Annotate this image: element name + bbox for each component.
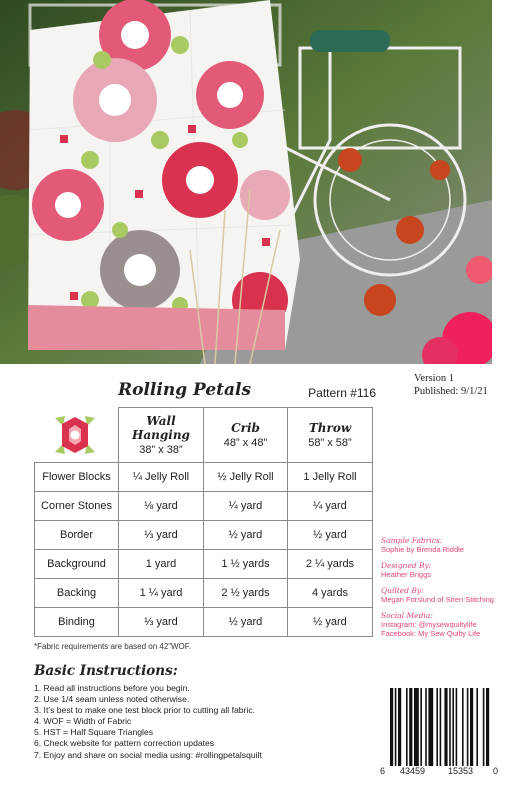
instructions-title: Basic Instructions:	[34, 663, 178, 679]
table-cell: ½ yard	[288, 608, 373, 637]
table-cell: 1 ¼ yard	[119, 579, 204, 608]
size-throw	[288, 408, 373, 463]
row-label: Corner Stones	[35, 492, 119, 521]
flower-icon-cell	[35, 408, 119, 463]
credit-label: Social Media:	[381, 611, 433, 620]
barcode-last-digit: 0	[493, 766, 499, 776]
table-cell: ⅓ yard	[119, 608, 204, 637]
barcode-left-group: 43459	[400, 766, 426, 776]
credit-label: Designed By:	[381, 561, 432, 570]
table-row	[35, 579, 373, 608]
quilt-photo	[0, 0, 492, 364]
table-cell: ½ yard	[288, 521, 373, 550]
barcode-bar	[467, 688, 469, 766]
barcode-bar	[483, 688, 485, 766]
sample-fabrics-block	[381, 536, 501, 554]
barcode-bar	[440, 688, 442, 766]
table-cell: 2 ½ yards	[204, 579, 288, 608]
list-item: 2. Use 1/4 seam unless noted otherwise.	[34, 694, 190, 705]
row-label: Background	[35, 550, 119, 579]
credit-value: Megan Forslund of Siren Stitching	[381, 595, 494, 604]
barcode-bar	[470, 688, 473, 766]
list-item: 5. HST = Half Square Triangles	[34, 727, 154, 738]
barcode-bar	[395, 688, 397, 766]
table-cell: ¼ Jelly Roll	[119, 463, 204, 492]
flower-icon	[49, 412, 101, 458]
credit-value: Heather Briggs	[381, 570, 432, 579]
barcode-bar	[452, 688, 454, 766]
row-label: Flower Blocks	[35, 463, 119, 492]
row-label: Binding	[35, 608, 119, 637]
table-cell: ½ yard	[204, 608, 288, 637]
barcode-bar	[462, 688, 464, 766]
upc-barcode	[388, 688, 492, 766]
right-margin	[492, 0, 517, 800]
barcode-bar	[486, 688, 489, 766]
list-item: 4. WOF = Width of Fabric	[34, 716, 132, 727]
barcode-bar	[456, 688, 458, 766]
size-crib	[204, 408, 288, 463]
table-row	[35, 608, 373, 637]
barcode-first-digit: 6	[380, 766, 386, 776]
published-line: Published: 9/1/21	[414, 386, 488, 397]
barcode-bar	[428, 688, 433, 766]
credit-label: Sample Fabrics:	[381, 536, 443, 545]
barcode-bar	[476, 688, 478, 766]
quilted-by-block	[381, 586, 501, 604]
barcode-bar	[398, 688, 401, 766]
table-cell: ½ Jelly Roll	[204, 463, 288, 492]
row-label: Backing	[35, 579, 119, 608]
credit-value: Sophie by Brenda Riddle	[381, 545, 464, 554]
barcode-bar	[414, 688, 419, 766]
list-item: 1. Read all instructions before you begin.	[34, 683, 190, 693]
barcode-bar	[409, 688, 412, 766]
table-row	[35, 550, 373, 579]
credit-value: Facebook: My Sew Quilty Life	[381, 629, 481, 638]
pattern-title: Rolling Petals	[118, 380, 252, 400]
row-label: Border	[35, 521, 119, 550]
list-item: 6. Check website for pattern correction updates	[34, 738, 215, 749]
size-dimensions: 38” x 38”	[139, 444, 183, 456]
list-item: 7. Enjoy and share on social media using: #rollingpetalsquilt	[34, 749, 262, 760]
list-item: 3. It’s best to make one test block prior to cutting all fabric.	[34, 705, 255, 716]
table-cell: 1 Jelly Roll	[288, 463, 373, 492]
designed-by-block	[381, 561, 501, 579]
table-cell: ¼ yard	[288, 492, 373, 521]
table-row	[35, 463, 373, 492]
pattern-header	[118, 380, 376, 408]
table-row	[35, 492, 373, 521]
size-dimensions: 48” x 48”	[223, 437, 268, 449]
credits-panel	[381, 536, 501, 645]
table-cell: 1 yard	[119, 550, 204, 579]
barcode-right-group: 15353	[448, 766, 474, 776]
size-header-row	[35, 408, 373, 463]
barcode-bar	[406, 688, 408, 766]
credit-value: Instagram: @mysewquiltylife	[381, 620, 477, 629]
size-name: Throw	[308, 421, 352, 435]
barcode-bar	[436, 688, 438, 766]
fabric-requirements-table	[34, 407, 373, 637]
fabric-note: *Fabric requirements are based on 42”WOF.	[34, 642, 191, 651]
social-media-block	[381, 611, 501, 638]
table-cell: ⅓ yard	[119, 521, 204, 550]
pattern-number: Pattern #116	[308, 386, 376, 400]
table-cell: ⅛ yard	[119, 492, 204, 521]
credit-label: Quilted By:	[381, 586, 424, 595]
instructions-list	[34, 683, 262, 761]
barcode-bar	[390, 688, 393, 766]
table-cell: 1 ½ yards	[204, 550, 288, 579]
table-cell: ½ yard	[204, 521, 288, 550]
size-dimensions: 58” x 58”	[308, 437, 352, 449]
size-wall-hanging	[119, 408, 204, 463]
version-info	[414, 372, 488, 398]
version-line: Version 1	[414, 373, 454, 384]
barcode-bar	[449, 688, 451, 766]
table-row	[35, 521, 373, 550]
barcode-bar	[420, 688, 422, 766]
barcode-bar	[444, 688, 447, 766]
size-name: Crib	[231, 421, 260, 435]
table-cell: 2 ¼ yards	[288, 550, 373, 579]
table-cell: 4 yards	[288, 579, 373, 608]
size-name: Wall Hanging	[132, 414, 190, 442]
table-cell: ¼ yard	[204, 492, 288, 521]
barcode-bar	[425, 688, 427, 766]
